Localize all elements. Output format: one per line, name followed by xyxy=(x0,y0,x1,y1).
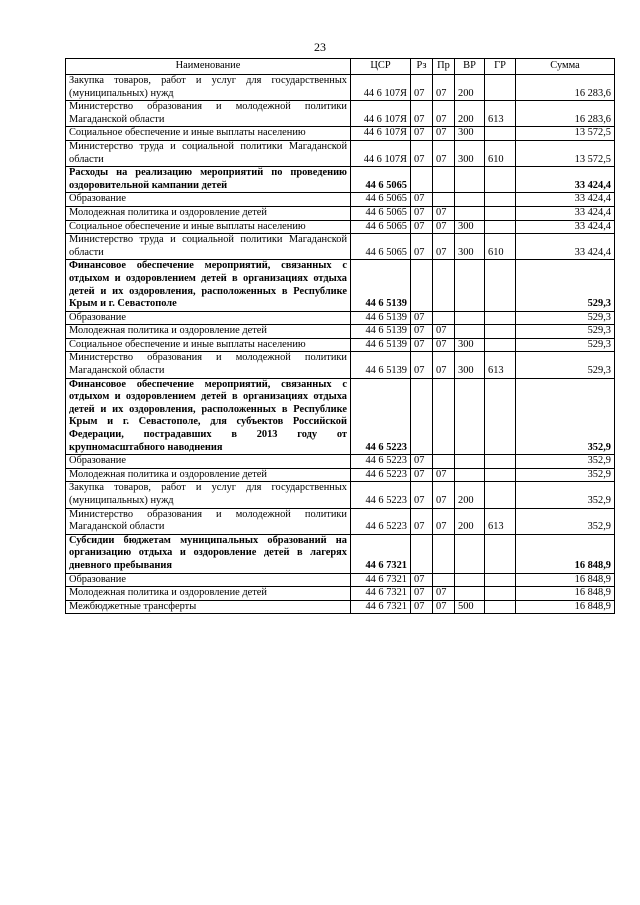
row-gr-cell xyxy=(485,468,516,482)
row-csr-cell: 44 6 107Я xyxy=(351,127,411,141)
row-gr-cell xyxy=(485,260,516,311)
column-header-pr: Пр xyxy=(433,59,455,75)
row-sum-cell: 352,9 xyxy=(516,455,615,469)
row-csr-cell: 44 6 5065 xyxy=(351,167,411,193)
row-gr-cell xyxy=(485,587,516,601)
row-pr-cell xyxy=(433,167,455,193)
table-row xyxy=(66,167,615,193)
row-vr-cell: 300 xyxy=(455,352,485,378)
row-rz-cell: 07 xyxy=(411,140,433,166)
table-row xyxy=(66,573,615,587)
row-pr-cell xyxy=(433,378,455,455)
row-gr-cell: 613 xyxy=(485,352,516,378)
row-csr-cell: 44 6 7321 xyxy=(351,573,411,587)
row-sum-cell: 33 424,4 xyxy=(516,220,615,234)
row-gr-cell xyxy=(485,600,516,614)
column-header-sum: Сумма xyxy=(516,59,615,75)
row-csr-cell: 44 6 107Я xyxy=(351,101,411,127)
row-pr-cell: 07 xyxy=(433,482,455,508)
row-pr-cell: 07 xyxy=(433,206,455,220)
row-pr-cell xyxy=(433,573,455,587)
row-name-cell: Межбюджетные трансферты xyxy=(66,600,351,614)
row-csr-cell: 44 6 5223 xyxy=(351,378,411,455)
row-csr-cell: 44 6 107Я xyxy=(351,75,411,101)
column-header-rz: Рз xyxy=(411,59,433,75)
table-row xyxy=(66,534,615,573)
row-gr-cell xyxy=(485,573,516,587)
row-rz-cell: 07 xyxy=(411,587,433,601)
row-csr-cell: 44 6 5065 xyxy=(351,220,411,234)
table-row xyxy=(66,600,615,614)
row-pr-cell: 07 xyxy=(433,468,455,482)
row-vr-cell: 300 xyxy=(455,140,485,166)
row-rz-cell: 07 xyxy=(411,508,433,534)
row-rz-cell: 07 xyxy=(411,600,433,614)
row-pr-cell: 07 xyxy=(433,587,455,601)
row-rz-cell: 07 xyxy=(411,234,433,260)
row-pr-cell: 07 xyxy=(433,101,455,127)
row-name-cell: Закупка товаров, работ и услуг для государственных (муниципальных) нужд xyxy=(66,482,351,508)
row-rz-cell xyxy=(411,260,433,311)
table-row xyxy=(66,220,615,234)
row-gr-cell xyxy=(485,220,516,234)
row-name-cell: Министерство образования и молодежной политики Магаданской области xyxy=(66,352,351,378)
row-gr-cell xyxy=(485,311,516,325)
row-vr-cell: 200 xyxy=(455,101,485,127)
row-vr-cell: 500 xyxy=(455,600,485,614)
row-gr-cell: 610 xyxy=(485,140,516,166)
row-pr-cell: 07 xyxy=(433,352,455,378)
row-sum-cell: 13 572,5 xyxy=(516,127,615,141)
row-vr-cell xyxy=(455,534,485,573)
row-sum-cell: 352,9 xyxy=(516,468,615,482)
row-gr-cell: 613 xyxy=(485,508,516,534)
row-csr-cell: 44 6 5223 xyxy=(351,508,411,534)
row-rz-cell: 07 xyxy=(411,338,433,352)
row-csr-cell: 44 6 5065 xyxy=(351,234,411,260)
row-vr-cell: 300 xyxy=(455,234,485,260)
row-csr-cell: 44 6 7321 xyxy=(351,600,411,614)
row-pr-cell: 07 xyxy=(433,338,455,352)
row-gr-cell xyxy=(485,378,516,455)
table-row xyxy=(66,468,615,482)
row-rz-cell: 07 xyxy=(411,127,433,141)
table-row xyxy=(66,378,615,455)
row-sum-cell: 16 848,9 xyxy=(516,600,615,614)
row-vr-cell xyxy=(455,206,485,220)
row-pr-cell: 07 xyxy=(433,508,455,534)
row-sum-cell: 16 848,9 xyxy=(516,573,615,587)
row-vr-cell: 200 xyxy=(455,508,485,534)
row-sum-cell: 352,9 xyxy=(516,378,615,455)
column-header-csr: ЦСР xyxy=(351,59,411,75)
row-vr-cell: 300 xyxy=(455,127,485,141)
row-name-cell: Министерство образования и молодежной политики Магаданской области xyxy=(66,508,351,534)
row-rz-cell: 07 xyxy=(411,101,433,127)
row-pr-cell: 07 xyxy=(433,75,455,101)
row-name-cell: Министерство труда и социальной политики Магаданской области xyxy=(66,234,351,260)
row-rz-cell: 07 xyxy=(411,325,433,339)
row-rz-cell: 07 xyxy=(411,573,433,587)
row-sum-cell: 13 572,5 xyxy=(516,140,615,166)
row-csr-cell: 44 6 5223 xyxy=(351,482,411,508)
row-csr-cell: 44 6 5223 xyxy=(351,455,411,469)
budget-table xyxy=(65,58,615,614)
row-sum-cell: 16 283,6 xyxy=(516,75,615,101)
table-row xyxy=(66,260,615,311)
row-name-cell: Молодежная политика и оздоровление детей xyxy=(66,587,351,601)
table-row xyxy=(66,482,615,508)
row-vr-cell xyxy=(455,167,485,193)
row-gr-cell xyxy=(485,193,516,207)
row-vr-cell xyxy=(455,311,485,325)
column-header-name: Наименование xyxy=(66,59,351,75)
row-csr-cell: 44 6 5223 xyxy=(351,468,411,482)
row-gr-cell xyxy=(485,534,516,573)
row-vr-cell: 300 xyxy=(455,338,485,352)
row-csr-cell: 44 6 5139 xyxy=(351,352,411,378)
row-rz-cell: 07 xyxy=(411,482,433,508)
row-csr-cell: 44 6 5065 xyxy=(351,193,411,207)
row-name-cell: Молодежная политика и оздоровление детей xyxy=(66,325,351,339)
table-row xyxy=(66,508,615,534)
row-name-cell: Молодежная политика и оздоровление детей xyxy=(66,468,351,482)
row-name-cell: Образование xyxy=(66,573,351,587)
row-rz-cell: 07 xyxy=(411,220,433,234)
row-name-cell: Социальное обеспечение и иные выплаты населению xyxy=(66,127,351,141)
table-row xyxy=(66,193,615,207)
table-row xyxy=(66,234,615,260)
row-name-cell: Закупка товаров, работ и услуг для государственных (муниципальных) нужд xyxy=(66,75,351,101)
table-row xyxy=(66,455,615,469)
row-rz-cell: 07 xyxy=(411,206,433,220)
row-sum-cell: 16 848,9 xyxy=(516,534,615,573)
row-sum-cell: 33 424,4 xyxy=(516,167,615,193)
row-sum-cell: 33 424,4 xyxy=(516,206,615,220)
row-name-cell: Образование xyxy=(66,311,351,325)
row-gr-cell xyxy=(485,167,516,193)
row-rz-cell: 07 xyxy=(411,352,433,378)
table-row xyxy=(66,311,615,325)
row-vr-cell: 200 xyxy=(455,75,485,101)
table-row xyxy=(66,338,615,352)
row-vr-cell: 200 xyxy=(455,482,485,508)
row-gr-cell xyxy=(485,482,516,508)
row-pr-cell xyxy=(433,455,455,469)
table-header-row xyxy=(66,59,615,75)
row-name-cell: Финансовое обеспечение мероприятий, связанных с отдыхом и оздоровлением детей в организациях отдыха детей и их оздоровления, расположенных в Республике Крым и г. Севастополе, для субъектов Российской Федерации, пострадавших в 2013 году от крупномасштабного наводнения xyxy=(66,378,351,455)
row-sum-cell: 352,9 xyxy=(516,482,615,508)
table-row xyxy=(66,127,615,141)
row-gr-cell xyxy=(485,325,516,339)
row-rz-cell xyxy=(411,167,433,193)
row-csr-cell: 44 6 5139 xyxy=(351,325,411,339)
row-rz-cell xyxy=(411,534,433,573)
row-pr-cell xyxy=(433,193,455,207)
row-vr-cell xyxy=(455,325,485,339)
row-vr-cell: 300 xyxy=(455,220,485,234)
row-name-cell: Молодежная политика и оздоровление детей xyxy=(66,206,351,220)
row-csr-cell: 44 6 5065 xyxy=(351,206,411,220)
row-rz-cell: 07 xyxy=(411,75,433,101)
row-gr-cell xyxy=(485,206,516,220)
row-vr-cell xyxy=(455,468,485,482)
row-name-cell: Министерство труда и социальной политики Магаданской области xyxy=(66,140,351,166)
row-pr-cell: 07 xyxy=(433,600,455,614)
row-sum-cell: 352,9 xyxy=(516,508,615,534)
row-csr-cell: 44 6 107Я xyxy=(351,140,411,166)
row-csr-cell: 44 6 7321 xyxy=(351,534,411,573)
table-row xyxy=(66,587,615,601)
row-pr-cell: 07 xyxy=(433,127,455,141)
row-rz-cell: 07 xyxy=(411,455,433,469)
row-csr-cell: 44 6 5139 xyxy=(351,311,411,325)
row-sum-cell: 529,3 xyxy=(516,352,615,378)
row-rz-cell: 07 xyxy=(411,311,433,325)
row-vr-cell xyxy=(455,573,485,587)
row-vr-cell xyxy=(455,455,485,469)
row-sum-cell: 16 848,9 xyxy=(516,587,615,601)
table-row xyxy=(66,206,615,220)
row-pr-cell: 07 xyxy=(433,325,455,339)
row-pr-cell xyxy=(433,311,455,325)
row-csr-cell: 44 6 5139 xyxy=(351,260,411,311)
row-name-cell: Расходы на реализацию мероприятий по проведению оздоровительной кампании детей xyxy=(66,167,351,193)
row-rz-cell: 07 xyxy=(411,193,433,207)
row-csr-cell: 44 6 5139 xyxy=(351,338,411,352)
row-name-cell: Образование xyxy=(66,455,351,469)
row-name-cell: Социальное обеспечение и иные выплаты населению xyxy=(66,220,351,234)
row-gr-cell: 613 xyxy=(485,101,516,127)
row-name-cell: Социальное обеспечение и иные выплаты населению xyxy=(66,338,351,352)
row-pr-cell xyxy=(433,260,455,311)
row-gr-cell xyxy=(485,127,516,141)
row-gr-cell: 610 xyxy=(485,234,516,260)
row-name-cell: Образование xyxy=(66,193,351,207)
row-vr-cell xyxy=(455,260,485,311)
row-gr-cell xyxy=(485,75,516,101)
table-row xyxy=(66,101,615,127)
column-header-gr: ГР xyxy=(485,59,516,75)
table-row xyxy=(66,325,615,339)
row-pr-cell: 07 xyxy=(433,234,455,260)
row-sum-cell: 33 424,4 xyxy=(516,193,615,207)
row-name-cell: Субсидии бюджетам муниципальных образований на организацию отдыха и оздоровление детей в лагерях дневного пребывания xyxy=(66,534,351,573)
row-pr-cell: 07 xyxy=(433,140,455,166)
row-csr-cell: 44 6 7321 xyxy=(351,587,411,601)
row-vr-cell xyxy=(455,378,485,455)
row-sum-cell: 529,3 xyxy=(516,311,615,325)
row-vr-cell xyxy=(455,193,485,207)
row-vr-cell xyxy=(455,587,485,601)
table-row xyxy=(66,140,615,166)
row-rz-cell xyxy=(411,378,433,455)
column-header-vr: ВР xyxy=(455,59,485,75)
row-pr-cell xyxy=(433,534,455,573)
row-sum-cell: 33 424,4 xyxy=(516,234,615,260)
row-rz-cell: 07 xyxy=(411,468,433,482)
page-number: 23 xyxy=(314,40,326,54)
row-sum-cell: 16 283,6 xyxy=(516,101,615,127)
row-gr-cell xyxy=(485,338,516,352)
row-name-cell: Финансовое обеспечение мероприятий, связанных с отдыхом и оздоровлением детей в организациях отдыха детей и их оздоровления, расположенных в Республике Крым и г. Севастополе xyxy=(66,260,351,311)
row-gr-cell xyxy=(485,455,516,469)
row-pr-cell: 07 xyxy=(433,220,455,234)
row-sum-cell: 529,3 xyxy=(516,260,615,311)
row-sum-cell: 529,3 xyxy=(516,325,615,339)
row-sum-cell: 529,3 xyxy=(516,338,615,352)
row-name-cell: Министерство образования и молодежной политики Магаданской области xyxy=(66,101,351,127)
table-row xyxy=(66,352,615,378)
table-row xyxy=(66,75,615,101)
